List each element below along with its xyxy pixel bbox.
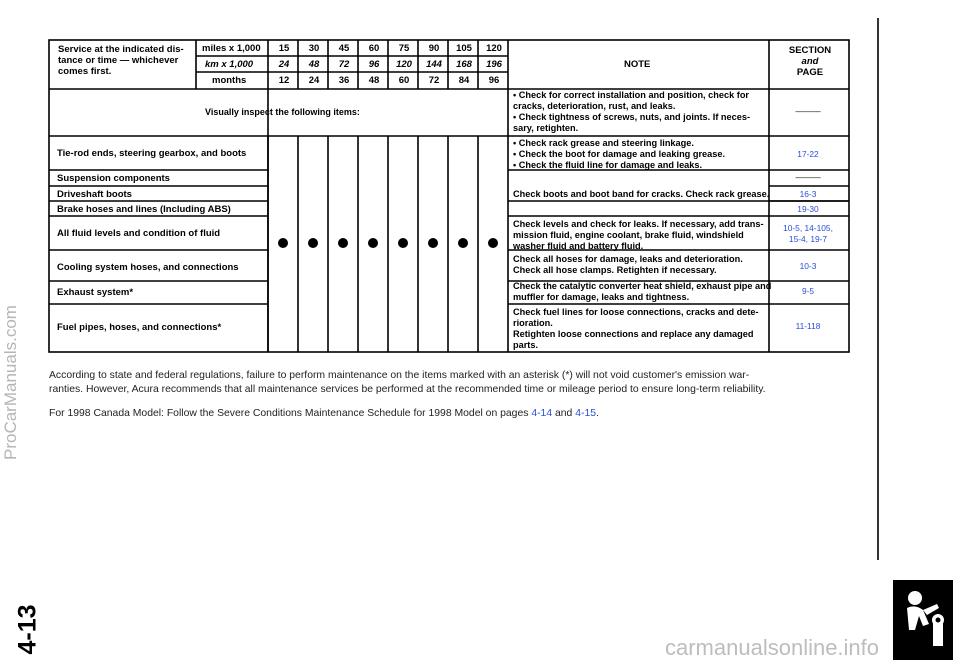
km-value: 168 — [456, 59, 472, 70]
emission-note-line-1: According to state and federal regulations, failure to perform maintenance on the items marked with an asterisk (*) will not void customer's emission war- — [49, 370, 750, 381]
mechanic-wrench-icon — [893, 580, 953, 660]
service-dot — [488, 238, 498, 248]
page-driveshaft[interactable]: 16-3 — [799, 189, 817, 199]
service-interval-text-2: tance or time — whichever — [58, 55, 179, 66]
miles-value: 105 — [456, 43, 472, 54]
visual-inspect-label: Visually inspect the following items: — [205, 107, 360, 117]
note-fluid-1: Check levels and check for leaks. If necessary, add trans- — [513, 219, 764, 229]
item-exhaust: Exhaust system* — [57, 287, 134, 298]
note-cooling-2: Check all hose clamps. Retighten if necessary. — [513, 265, 717, 275]
item-driveshaft-boots: Driveshaft boots — [57, 189, 132, 200]
item-tie-rod: Tie-rod ends, steering gearbox, and boots — [57, 148, 247, 159]
note-tie-rod-3: • Check the fluid line for damage and leaks. — [513, 160, 703, 170]
item-suspension: Suspension components — [57, 173, 170, 184]
service-dot — [278, 238, 288, 248]
km-value: 24 — [278, 59, 290, 70]
note-fluid-3: washer fluid and battery fluid. — [513, 241, 644, 251]
months-value: 84 — [458, 75, 470, 86]
miles-value: 60 — [368, 43, 380, 54]
note-driveshaft: Check boots and boot band for cracks. Check rack grease. — [513, 189, 770, 199]
note-fuel-3: Retighten loose connections and replace any damaged — [513, 329, 754, 339]
km-value: 72 — [338, 59, 350, 70]
km-value: 120 — [396, 59, 412, 70]
months-value: 24 — [308, 75, 320, 86]
months-label: months — [212, 75, 247, 86]
page-suspension: ——— — [795, 172, 821, 182]
note-tie-rod-1: • Check rack grease and steering linkage. — [513, 138, 694, 148]
note-header: NOTE — [624, 59, 651, 70]
item-fluid-levels: All fluid levels and condition of fluid — [57, 228, 221, 239]
visual-note-2: cracks, deterioration, rust, and leaks. — [513, 101, 676, 111]
miles-value: 75 — [398, 43, 410, 54]
visual-note-3: • Check tightness of screws, nuts, and joints. If neces- — [513, 112, 751, 122]
section-and-label: and — [801, 56, 819, 67]
link-page-4-14[interactable]: 4-14 — [531, 408, 553, 419]
service-dot — [428, 238, 438, 248]
item-brake-hoses: Brake hoses and lines (Including ABS) — [57, 204, 231, 215]
km-value: 48 — [308, 59, 320, 70]
months-value: 60 — [398, 75, 410, 86]
service-dot — [308, 238, 318, 248]
service-dot — [338, 238, 348, 248]
miles-label: miles x 1,000 — [202, 43, 261, 54]
miles-value: 15 — [278, 43, 290, 54]
note-fluid-2: mission fluid, engine coolant, brake fluid, windshield — [513, 230, 744, 240]
link-page-4-15[interactable]: 4-15 — [575, 408, 597, 419]
visual-page: ——— — [795, 106, 821, 116]
page-fluid-1[interactable]: 10-5, 14-105, — [783, 223, 833, 233]
note-fuel-4: parts. — [513, 340, 539, 350]
service-interval-text-1: Service at the indicated dis- — [58, 44, 184, 55]
procarmanuals-watermark: ProCarManuals.com — [1, 305, 20, 460]
visual-note-4: sary, retighten. — [513, 123, 579, 133]
months-value: 48 — [368, 75, 380, 86]
page-label: PAGE — [796, 67, 824, 78]
service-dot — [368, 238, 378, 248]
canada-note-suffix: . — [596, 408, 599, 419]
km-label: km x 1,000 — [205, 59, 254, 70]
km-value: 144 — [426, 59, 442, 70]
note-fuel-2: rioration. — [513, 318, 553, 328]
page-number: 4-13 — [13, 604, 42, 655]
page-exhaust[interactable]: 9-5 — [801, 286, 815, 296]
page-fuel[interactable]: 11-118 — [795, 321, 821, 331]
months-value: 36 — [338, 75, 350, 86]
service-dot — [398, 238, 408, 248]
canada-note — [49, 408, 599, 419]
canada-note-prefix: For 1998 Canada Model: Follow the Severe Conditions Maintenance Schedule for 1998 Model on pages — [49, 408, 532, 419]
emission-note-line-2: ranties. However, Acura recommends that all maintenance services be performed at the recommended time or mileage period to ensure long-term reliability. — [49, 384, 766, 395]
note-cooling-1: Check all hoses for damage, leaks and deterioration. — [513, 254, 743, 264]
km-value: 96 — [368, 59, 380, 70]
miles-value: 45 — [338, 43, 350, 54]
km-value: 196 — [486, 59, 502, 70]
page-brake-hoses[interactable]: 19-30 — [797, 204, 819, 214]
carmanualsonline-watermark: carmanualsonline.info — [665, 635, 880, 660]
note-exhaust-1: Check the catalytic converter heat shield, exhaust pipe and — [513, 281, 772, 291]
service-dot — [458, 238, 468, 248]
item-fuel-pipes: Fuel pipes, hoses, and connections* — [57, 322, 222, 333]
maintenance-tab — [893, 580, 953, 660]
page-cooling[interactable]: 10-3 — [799, 261, 817, 271]
service-interval-text-3: comes first. — [58, 66, 112, 77]
note-fuel-1: Check fuel lines for loose connections, cracks and dete- — [513, 307, 759, 317]
page-fluid-2[interactable]: 15-4, 19-7 — [788, 234, 828, 244]
section-label: SECTION — [788, 45, 832, 56]
miles-value: 120 — [486, 43, 502, 54]
miles-value: 30 — [308, 43, 320, 54]
months-value: 96 — [488, 75, 500, 86]
visual-note-1: • Check for correct installation and position, check for — [513, 90, 750, 100]
months-value: 12 — [278, 75, 290, 86]
page-tie-rod[interactable]: 17-22 — [797, 149, 819, 159]
note-exhaust-2: muffler for damage, leaks and tightness. — [513, 292, 690, 302]
miles-value: 90 — [428, 43, 440, 54]
item-cooling-hoses: Cooling system hoses, and connections — [57, 262, 239, 273]
months-value: 72 — [428, 75, 440, 86]
canada-note-mid: and — [552, 408, 576, 419]
note-tie-rod-2: • Check the boot for damage and leaking grease. — [513, 149, 726, 159]
